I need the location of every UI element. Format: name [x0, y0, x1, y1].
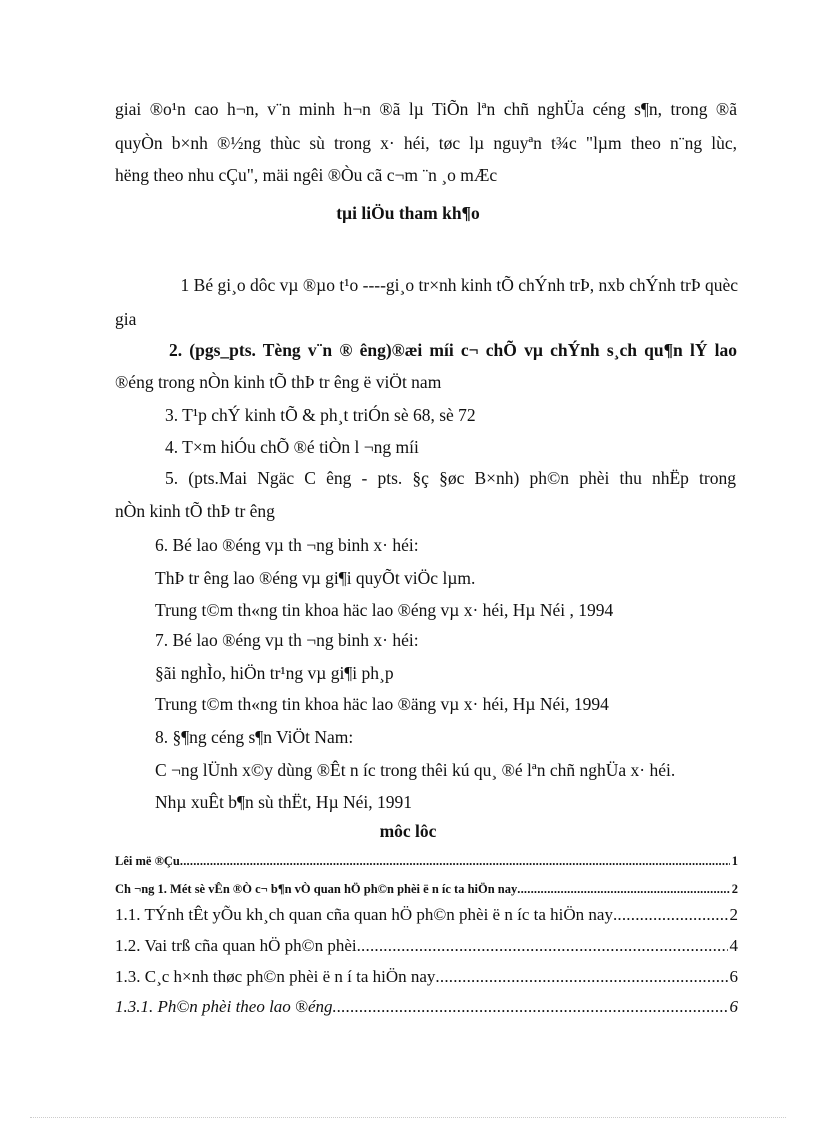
toc-leader-dots	[613, 903, 728, 927]
toc-leader-dots	[180, 852, 730, 870]
toc-entry-chapter-1[interactable]	[115, 880, 738, 898]
toc-entry-section-1-1[interactable]	[115, 903, 738, 927]
intro-line-1: giai ®o¹n cao h¬n, v¨n minh h¬n ®ã lµ TiÕn lªn chñ nghÜa céng s¶n, trong ®ã	[115, 99, 737, 119]
toc-leader-dots	[333, 995, 728, 1019]
toc-entry-section-1-3-1[interactable]	[115, 995, 738, 1019]
reference-8-line-3: Nhµ xuÊt b¶n sù thËt, Hµ Néi, 1991	[155, 792, 413, 812]
toc-page-number: 2	[731, 882, 738, 896]
reference-5-line-1: 5. (pts.Mai Ngäc C êng - pts. §ç §øc B×nh) ph©n phèi thu nhËp trong	[165, 468, 736, 488]
reference-4: 4. T×m hiÓu chÕ ®é tiÒn l ¬ng míi	[165, 437, 419, 457]
reference-2-text: 2. (pgs_pts. Tèng v¨n ® êng)®æi míi c¬ chÕ vµ chÝnh s¸ch qu¶n lÝ lao	[169, 340, 737, 360]
toc-entry-label: Lêi më ®Çu	[115, 854, 180, 868]
toc-entry-preface[interactable]	[115, 852, 738, 870]
intro-line-3: hëng theo nhu cÇu", mäi ngêi ®Òu cã c¬m ¨n ¸o mÆc	[115, 165, 498, 185]
reference-1-line-1: 1 Bé gi¸o dôc vµ ®µo t¹o ----gi¸o tr×nh kinh tÕ chÝnh trÞ, nxb chÝnh trÞ quèc	[180, 275, 738, 295]
reference-8-line-1: 8. §¶ng céng s¶n ViÖt Nam:	[155, 727, 354, 747]
toc-leader-dots	[517, 880, 729, 898]
references-heading: tµi liÖu tham kh¶o	[336, 203, 480, 223]
toc-entry-section-1-3[interactable]	[115, 965, 738, 989]
toc-page-number: 6	[729, 997, 738, 1016]
reference-7-line-2: §ãi nghÌo, hiÖn tr¹ng vµ gi¶i ph¸p	[155, 663, 394, 683]
toc-page-number: 6	[729, 967, 738, 986]
reference-1-line-2: gia	[115, 309, 137, 329]
toc-page-number: 1	[731, 854, 738, 868]
toc-entry-label: Ch ¬ng 1. Mét sè vÊn ®Ò c¬ b¶n vÒ quan hÖ ph©n phèi ë n íc ta hiÖn nay	[115, 882, 518, 896]
toc-leader-dots	[357, 934, 728, 958]
reference-6-line-2: ThÞ tr êng lao ®éng vµ gi¶i quyÕt viÖc lµm.	[155, 568, 476, 588]
reference-3: 3. T¹p chÝ kinh tÕ & ph¸t triÓn sè 68, sè 72	[165, 405, 476, 425]
toc-page-number: 4	[729, 936, 738, 955]
reference-7-line-1: 7. Bé lao ®éng vµ th ¬ng binh x· héi:	[155, 630, 419, 650]
toc-leader-dots	[435, 965, 727, 989]
toc-page-number: 2	[729, 905, 738, 924]
intro-line-2: quyÒn b×nh ®½ng thùc sù trong x· héi, tøc lµ nguyªn t¾c "lµm theo n¨ng lùc,	[115, 133, 737, 153]
reference-2-line-1	[169, 338, 737, 362]
toc-entry-label: 1.1. TÝnh tÊt yÕu kh¸ch quan cña quan hÖ ph©n phèi ë n íc ta hiÖn nay	[115, 905, 613, 924]
reference-8-line-2: C ¬ng lÜnh x©y dùng ®Êt n íc trong thêi kú qu¸ ®é lªn chñ nghÜa x· héi.	[155, 760, 676, 780]
toc-heading: môc lôc	[379, 821, 437, 841]
toc-entry-label: 1.3.1. Ph©n phèi theo lao ®éng	[115, 997, 333, 1016]
reference-6-line-1: 6. Bé lao ®éng vµ th ¬ng binh x· héi:	[155, 535, 419, 555]
toc-entry-label: 1.2. Vai trß cña quan hÖ ph©n phèi	[115, 936, 357, 955]
toc-entry-label: 1.3. C¸c h×nh thøc ph©n phèi ë n í ta hiÖn nay	[115, 967, 436, 986]
reference-5-line-2: nÒn kinh tÕ thÞ tr êng	[115, 501, 275, 521]
toc-entry-section-1-2[interactable]	[115, 934, 738, 958]
reference-2-line-2: ®éng trong nÒn kinh tÕ thÞ tr êng ë viÖt nam	[115, 372, 442, 392]
reference-6-line-3: Trung t©m th«ng tin khoa häc lao ®éng vµ x· héi, Hµ Néi , 1994	[155, 600, 614, 620]
page-bottom-divider	[30, 1117, 786, 1118]
reference-7-line-3: Trung t©m th«ng tin khoa häc lao ®äng vµ x· héi, Hµ Néi, 1994	[155, 694, 609, 714]
